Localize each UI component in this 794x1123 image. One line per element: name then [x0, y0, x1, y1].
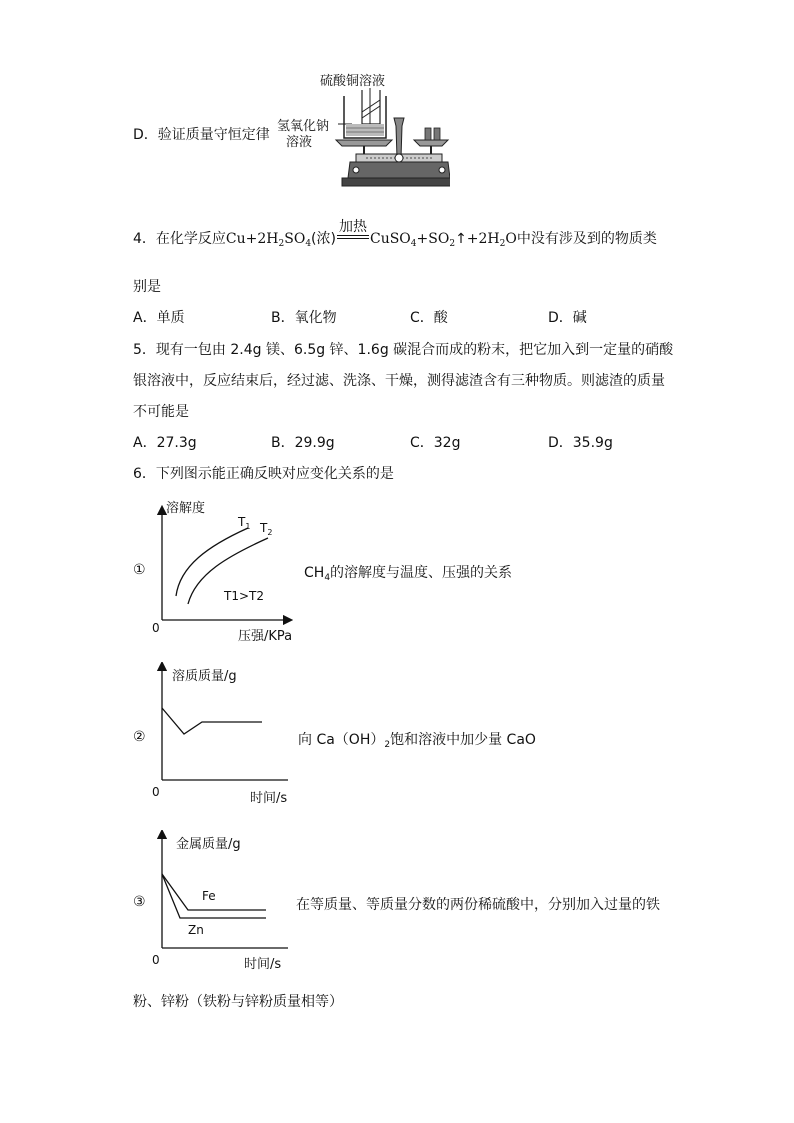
- graph3-number: ③: [133, 894, 146, 910]
- q4-eq-sub: 2: [499, 239, 506, 249]
- q4-reaction-condition: [336, 219, 370, 247]
- graph3-description-line2: 粉、锌粉（铁粉与锌粉质量相等）: [133, 994, 343, 1010]
- graph2-description: [298, 729, 536, 750]
- graph2-desc-post: 饱和溶液中加少量 CaO: [390, 732, 536, 748]
- q4-eq-sub: 2: [449, 239, 456, 249]
- q4-eq-nong: (浓): [311, 231, 336, 247]
- heat-condition-label: 加热: [338, 219, 367, 235]
- graph2-number: ②: [133, 729, 146, 745]
- balance-figure: [270, 66, 450, 196]
- q6-stem: 6．下列图示能正确反映对应变化关系的是: [133, 466, 394, 482]
- graph1-xlabel: 压强/KPa: [238, 629, 293, 644]
- q4-eq-so: SO: [284, 231, 306, 247]
- q4-option-b[interactable]: B．氧化物: [271, 310, 337, 326]
- graph2-desc-pre: 向 Ca（OH）: [298, 732, 385, 748]
- graph3-ylabel: 金属质量/g: [176, 837, 241, 852]
- q4-eq-sub: 4: [305, 239, 312, 249]
- graph1-description: [304, 562, 512, 583]
- q4-eq-sub: 4: [410, 239, 417, 249]
- graph3-description: 在等质量、等质量分数的两份稀硫酸中，分别加入过量的铁: [296, 897, 660, 913]
- graph1-ylabel: 溶解度: [166, 501, 206, 516]
- q5-stem-line3: 不可能是: [133, 404, 189, 420]
- graph1-relation: T1>T2: [224, 589, 264, 603]
- q5-option-b[interactable]: B．29.9g: [271, 435, 335, 451]
- q5-stem-line2: 银溶液中，反应结束后，经过滤、洗涤、干燥，测得滤渣含有三种物质。则滤渣的质量: [133, 373, 665, 389]
- solution-label: 溶液: [286, 135, 313, 150]
- q4-stem: [133, 219, 657, 249]
- graph2-origin: 0: [152, 785, 160, 799]
- graph1-curve-t1: [176, 528, 248, 596]
- copper-sulfate-label: 硫酸铜溶液: [320, 74, 386, 89]
- q3-option-d-label: D．验证质量守恒定律: [133, 127, 270, 143]
- q4-option-d[interactable]: D．碱: [548, 310, 587, 326]
- q4-eq-so2: +SO: [416, 231, 450, 247]
- graph3-xlabel: 时间/s: [244, 957, 282, 972]
- graph2-ylabel: 溶质质量/g: [172, 669, 237, 684]
- graph3-origin: 0: [152, 953, 160, 967]
- q4-prefix: 4．在化学反应: [133, 231, 226, 247]
- graph3-fe-label: Fe: [202, 889, 216, 903]
- q5-option-c[interactable]: C．32g: [410, 435, 461, 451]
- q4-eq-o: O: [505, 231, 517, 247]
- q4-suffix: 中没有涉及到的物质类: [516, 231, 657, 247]
- graph2-line: [162, 708, 262, 734]
- q5-option-a[interactable]: A．27.3g: [133, 435, 197, 451]
- graph1-origin: 0: [152, 621, 160, 635]
- graph1-desc-pre: CH: [304, 565, 325, 581]
- graph1-t2-label: $T_2$: [260, 521, 273, 537]
- graph1-desc-post: 的溶解度与温度、压强的关系: [330, 565, 513, 581]
- graph1-number: ①: [133, 562, 146, 578]
- q4-option-a[interactable]: A．单质: [133, 310, 185, 326]
- graph2-xlabel: 时间/s: [250, 791, 288, 806]
- q4-eq-h2o: +2H: [466, 231, 500, 247]
- q5-option-d[interactable]: D．35.9g: [548, 435, 613, 451]
- q4-eq-cuso: CuSO: [369, 231, 411, 247]
- sodium-hydroxide-label: 氢氧化钠: [277, 119, 330, 134]
- graph3-zn-label: Zn: [188, 923, 204, 937]
- graph1-t1-label: $T_1$: [238, 515, 251, 531]
- q4-eq-left: Cu+2H: [225, 231, 279, 247]
- q4-eq-arrow: ↑: [455, 231, 467, 247]
- q4-stem-line2: 别是: [133, 279, 161, 295]
- graph1-desc-sub: 4: [324, 573, 331, 583]
- q4-eq-sub: 2: [278, 239, 285, 249]
- graph2-desc-sub: 2: [384, 740, 391, 750]
- q4-option-c[interactable]: C．酸: [410, 310, 448, 326]
- q5-stem-line1: 5．现有一包由 2.4g 镁、6.5g 锌、1.6g 碳混合而成的粉末，把它加入到一定量的硝酸: [133, 342, 674, 358]
- graph-1: [130, 494, 330, 654]
